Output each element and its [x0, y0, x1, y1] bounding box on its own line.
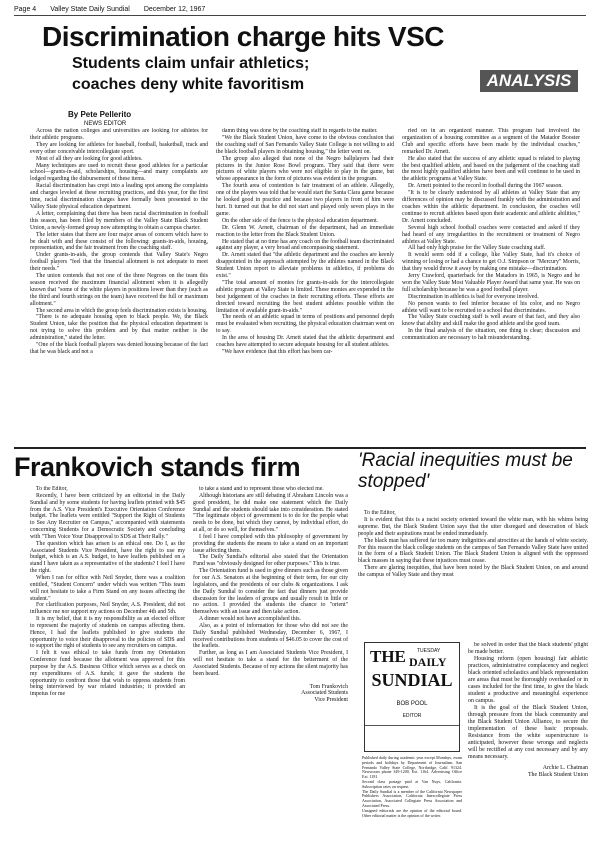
paragraph: The Daily Sundial's editorial also stated that the Orientation Fund was "obviously designed for other purposes." This is true. — [193, 554, 348, 568]
paragraph: It is the goal of the Black Student Union, through pressure from the black community and the Black Student Union Alliance, to secure the implementation of these basic proposals. Resistance from the white superstructure is anticipated, however these wrongs and neglects will be rectified at any cost necessary and by any means necessary. — [468, 705, 588, 760]
masthead-box — [364, 642, 460, 752]
paragraph: I felt it was ethical to take funds from my Orientation Conference fund because the allotment was approved for this purpose by the A.S. Business Office which serves as a check on my expenditures of A.S. funds; it gave the students the opportunity to confront those that wish to oppress students from being interviewed by war related industries; it provided an impetus for me — [30, 650, 185, 698]
paragraph: Many techniques are used to recruit these good athletes for a particular school—grants-in-aid, scholarships, housing—and many complaints are lodged regarding the disbursement of these items. — [30, 162, 208, 183]
paragraph: On the other side of the fence is the physical education department. — [222, 217, 379, 224]
paragraph: The black man has suffered far too many indignities and atrocities at the hands of white society. For this reason the black college students on the campus of San Fernando Valley State have united in the form of a Black Student Union. The Black Student Union is aligned with the oppressed black masses in saying that these injustices must cease. — [358, 537, 588, 565]
article-column-3 — [402, 128, 580, 440]
frankovich-headline: Frankovich stands firm — [14, 452, 301, 482]
letter-bsu-top — [358, 510, 588, 636]
publication-fine-print — [362, 756, 462, 828]
paragraph: Under grants-in-aids, the group contends that Valley State's Negro football players "feel that the financial allotment is not adequate to meet their needs." — [30, 252, 208, 273]
paragraph: The Valley State coaching staff is well aware of that fact, and they also know that ability and skill make the good athlete and the good team. — [402, 314, 580, 328]
masthead-the: THE — [370, 647, 406, 666]
paragraph: No person wants to feel inferior because of his color, and no Negro athlete will want to be recruited to a school that discriminates. — [402, 300, 580, 314]
signature-org: Associated Students — [301, 690, 348, 697]
signature-name: Archie L. Chatman — [542, 765, 588, 771]
paragraph: He stated that at no time has any coach on the football team discriminated against any player, a very broad and encompassing statement. — [216, 238, 394, 252]
paragraph: The fourth area of contention is fair treatment of an athlete. Allegedly, one of the players was told that he would start the Santa Clara game because he looked good in practice and because two players in front of him were hurt. It turned out that he did not start and played only seven plays in the game. — [216, 183, 394, 217]
fine-print-line: The Daily Sundial is a member of the California Newspaper Publishers Association, California Intercollegiate Press Association, Associated Collegiate Press Association and Associated Press. — [362, 788, 462, 808]
letter-column-2 — [193, 486, 348, 828]
paragraph: Jerry Crawford, quarterback for the Matadors in 1965, is Negro and he won the Valley State Most Valuable Player Award that same year. He was on full scholarship because he was a good football player. — [402, 273, 580, 293]
main-headline: Discrimination charge hits VSC — [42, 21, 444, 52]
article-column-2 — [216, 128, 394, 440]
paragraph: The second area in which the group feels discrimination exists is housing. — [36, 307, 208, 314]
paragraph: It would seem odd if a college, like Valley State, had it's choice of winning or losing or had a chance to get O.J. Simpson or "Mercury" Morris, that they would throw it away by making one mistake—discrimination. — [402, 252, 580, 273]
paragraph: All had only high praise for the Valley State coaching staff. — [408, 245, 546, 252]
paragraph: The group also alleged that none of the Negro ballplayers had their pictures in the Junior Rose Bowl program. They said that there were pictures of white players who were not eligible to play in the game, but whose appearance in the form of pictures was evident in the program. — [216, 155, 394, 183]
paragraph: Dr. Glenn W. Arnett, chairman of the department, had an immediate reaction to the letter from the Black Student Union. — [216, 224, 394, 238]
masthead-sundial: SUNDIAL — [371, 670, 453, 690]
paragraph: For clarification purposes, Neil Snyder, A.S. President, did not influence me nor support my actions on December 4th and 5th. — [30, 602, 185, 616]
paragraph: Housing reform (open housing) fair athletic practices, administrative complacency and neglect black oriented scholastics and black representation are areas that must be thoroughly overhauled or in cases included for the first time, to give the black student a productive and meaningful experience on campus. — [468, 656, 588, 704]
paragraph: "We have evidence that this effort has been car- — [222, 349, 333, 355]
paragraph: damn thing was done by the coaching staff in regards to the matter. — [222, 128, 378, 134]
signature-name: Tom Frankovich — [309, 683, 348, 690]
paragraph: "There is no adequate housing open to black people. We, the Black Student Union, take the position that the physical education department is not trying to solve this problem and by that matter neither is the administration," stated the letter. — [30, 314, 208, 342]
section-divider — [14, 447, 586, 449]
paragraph: In the final analysis of the situation, one thing is clear; discussion and communication are necessary to halt misunderstanding. — [402, 328, 580, 342]
paragraph: Also, as a point of information for those who did not see the Daily Sundial published Wednesday, December 6, 1967, I received contributions from students of $46.05 to cover the cost of the leaflets. — [193, 622, 348, 650]
subheadline-2: coaches deny white favoritism — [72, 76, 305, 93]
paragraph: There are glaring inequities, that have been noted by the Black Student Union, on and around the campus of Valley State and they must — [358, 565, 588, 579]
paragraph: In the area of housing Dr. Arnett stated that the athletic department and coaches have attempted to secure adequate housing for all student athletes. — [216, 335, 394, 349]
paragraph: To the Editor, — [36, 486, 68, 492]
analysis-badge: ANALYSIS — [480, 70, 578, 92]
paragraph: It is evident that this is a racist society oriented toward the white man, with his whims being supreme. But, the Black Student Union says that the utter disregard and desecration of black people and their aspirations must be ended immediately. — [358, 516, 588, 537]
paragraph: A dinner would not have accomplished this. — [199, 616, 301, 623]
paragraph: A letter, complaining that there has been racial discrimination in football this season, has been filed by members of the Valley State Black Student Union, a newly-formed group now attempting to obtain a campus charter. — [30, 210, 208, 231]
masthead-daily: DAILY — [409, 655, 447, 669]
signature-org: The Black Student Union — [527, 772, 588, 778]
paragraph: Racial discrimination has crept into a leading spot among the complaints and charges leveled at these recruiting practices, and this year, for the first time, racial discrimination charges have formally been presented to the Valley State physical education department. — [30, 183, 208, 210]
racial-inequities-headline: 'Racial inequities must be stopped' — [358, 450, 573, 492]
paragraph: When I ran for office with Neil Snyder, there was a coalition entitled, "Student Concern" under which was written "This team will not hesitate to take a Firm Stand on any issues affecting the student." — [30, 574, 185, 602]
paragraph: ried on in an organized manner. This program had involved the organization of a housing committee as a segment of the Matador Booster Club and specific efforts have been made by the individual coaches," remarked Dr. Arnett. — [402, 128, 580, 155]
page-runner — [14, 0, 586, 16]
paragraph: I feel I have complied with this philosophy of government by providing the students the means to take a stand on an important issue affecting them. — [193, 533, 348, 554]
byline: By Pete Pellerito — [68, 110, 132, 119]
fine-print-line: Published daily during academic year except Mondays, exam periods and holidays by Department of Journalism, San Fernando Valley State College, Northridge, Calif. 91324. Newsroom phone 349-1200, Ext. 1164. Advertising Office Ext. 1181. — [362, 756, 462, 780]
paper-name: Valley State Daily Sundial — [50, 6, 130, 13]
masthead-divider — [365, 725, 459, 726]
masthead-day: TUESDAY — [417, 648, 441, 654]
paragraph: The question which has arisen is an ethical one. Do I, as the Associated Students Vice President, have the right to use my budget, which is an A.S. budget, to have leaflets published on a stand I have taken as a representative of the students? I feel I have the right. — [30, 540, 185, 575]
letter-column-1 — [30, 486, 185, 828]
paragraph: The letter states that there are four major areas of concern which have to be dealt with and these consist of the following: grants-in-aids, housing, representation, and the fair treatment from the coaching staff. — [30, 231, 208, 252]
signature-title: Vice President — [314, 697, 348, 704]
paragraph: To the Editor, — [364, 510, 396, 516]
paragraph: "The total amount of monies for grants-in-aids for the intercollegiate athletic program at Valley State is limited. These monies are expended in the best judgement of the coaches in their recruiting efforts. These efforts are directed toward recruiting the best student athletes possible within the limitation of available grant-in-aids." — [216, 279, 394, 314]
paragraph: Recently, I have been criticized by an editorial in the Daily Sundial and by some students for having leaflets printed with $45 from the A.S. Vice President's Executive Orientation Conference budget. The leaflets were entitled "Support the Right of Students to See Any Recruiter on Campus," accompanied with statements concerning Students for a Democratic Society and concluding with "Then Voice Your Disapproval to SDS at Their Rally." — [30, 492, 185, 540]
byline-role: NEWS EDITOR — [84, 121, 127, 127]
paragraph: "We the Black Student Union, have come to the obvious conclusion that the coaching staff of San Fernando Valley State College is not willing to aid the black football players in obtaining housing," the letter went on. — [216, 134, 394, 155]
fine-print-line: Unsigned editorials are the opinion of the editorial board. Other editorial matter is the opinion of the writer. — [362, 807, 462, 818]
letter-bsu-continued — [468, 642, 588, 828]
article-body-discrimination — [30, 128, 580, 440]
masthead-editor-name: BOB POOL — [396, 701, 428, 707]
paragraph: Most of all they are looking for good athletes. — [36, 155, 143, 162]
subheadline-1: Students claim unfair athletics; — [72, 55, 310, 72]
paragraph: The needs of an athletic squad in terms of positions and personnel depth must be evaluated when recruiting, the physical education chairman went on to say. — [216, 314, 394, 335]
letter-frankovich — [30, 486, 348, 828]
paragraph: Discrimination in athletics is bad for everyone involved. — [408, 293, 539, 300]
paragraph: be solved in order that the black students' plight be made better. — [468, 642, 588, 655]
paragraph: Across the nation colleges and universities are looking for athletes for their athletic programs. — [30, 128, 208, 141]
paragraph: to take a stand and to represent those who elected me. — [199, 486, 324, 492]
paragraph: Although historians are still debating if Abraham Lincoln was a good president, he did make one statement which the Daily Sundial and the students should take into consideration. He stated "The legitimate object of government is to do for the people what needs to be done, but which they cannot, by individual effort, do at all, or do so well, for themselves." — [193, 492, 348, 534]
page-number: Page 4 — [14, 6, 37, 13]
paragraph: It is my belief, that it is my responsibility as an elected officer to represent the majority of students on campus affecting them. Hence, I had the leaflets published to give students the opportunity to voice their disapproval to the policies of SDS and to support the right of students to see any recruiters on campus. — [30, 616, 185, 650]
paragraph: The Orientation fund is used to give dinners such as those given for our A.S. Senators at the beginning of their term, for our city legislators, and the presidents of our clubs & organizations. I ask the Daily Sundial to consider the fact that dinners just provide discussion for the leaders of groups and usually result in little or no action. I provided the students the chance to "orient" themselves with an issue and then take action. — [193, 568, 348, 616]
paragraph: Dr. Arnett pointed to the record in football during the 1967 season. — [408, 183, 563, 190]
issue-date: December 12, 1967 — [143, 6, 206, 13]
paragraph: They are looking for athletes for baseball, football, basketball, track and every other conceivable intercollegiate sport. — [30, 141, 208, 155]
paragraph: Several high school football coaches were contacted and asked if they had heard of any irregularities in the recruitment or treatment of Negro athletes at Valley State. — [402, 224, 580, 245]
paragraph: "One of the black football players was denied housing because of the fact that he was black and not a — [30, 342, 208, 355]
fine-print-line: Second class postage paid at Van Nuys, California. Subscription rates on request. — [362, 778, 462, 789]
paragraph: He also stated that the success of any athletic squad is related to playing the best qualified athlete, and based on the judgement of the coaching staff the most highly qualified athletes have been and will continue to be used in the athletic programs at Valley State. — [402, 155, 580, 183]
article-column-1 — [30, 128, 208, 440]
paragraph: The union contends that not one of the three Negroes on the team this season received the maximum financial allotment when it is allegedly known that "some of the white players in positions lower than they (such as the third and fourth strings on the team) have received the full or maximum allotment." — [30, 273, 208, 307]
paragraph: Dr. Arnett stated that "the athletic department and the coaches are keenly disappointed in the approach attempted by the athletes named in the Black Student Union report to alleviate problems in athletics, if problems do exist." — [216, 252, 394, 280]
paragraph: "It is to be clearly understood by all athletes at Valley State that any differences of opinion may be discussed frankly with the administration and coaches within the athletic department. In conclusion, the coaches will continue to recruit athletes based upon their academic and athletic abilities," Dr. Arnett concluded. — [402, 190, 580, 224]
paragraph: Further, as long as I am Associated Students Vice President, I will not hesitate to take a stand for the betterment of the Associated Students. Because of my actions the silent majority has been heard. — [193, 650, 348, 677]
masthead-editor-role: EDITOR — [402, 713, 422, 719]
